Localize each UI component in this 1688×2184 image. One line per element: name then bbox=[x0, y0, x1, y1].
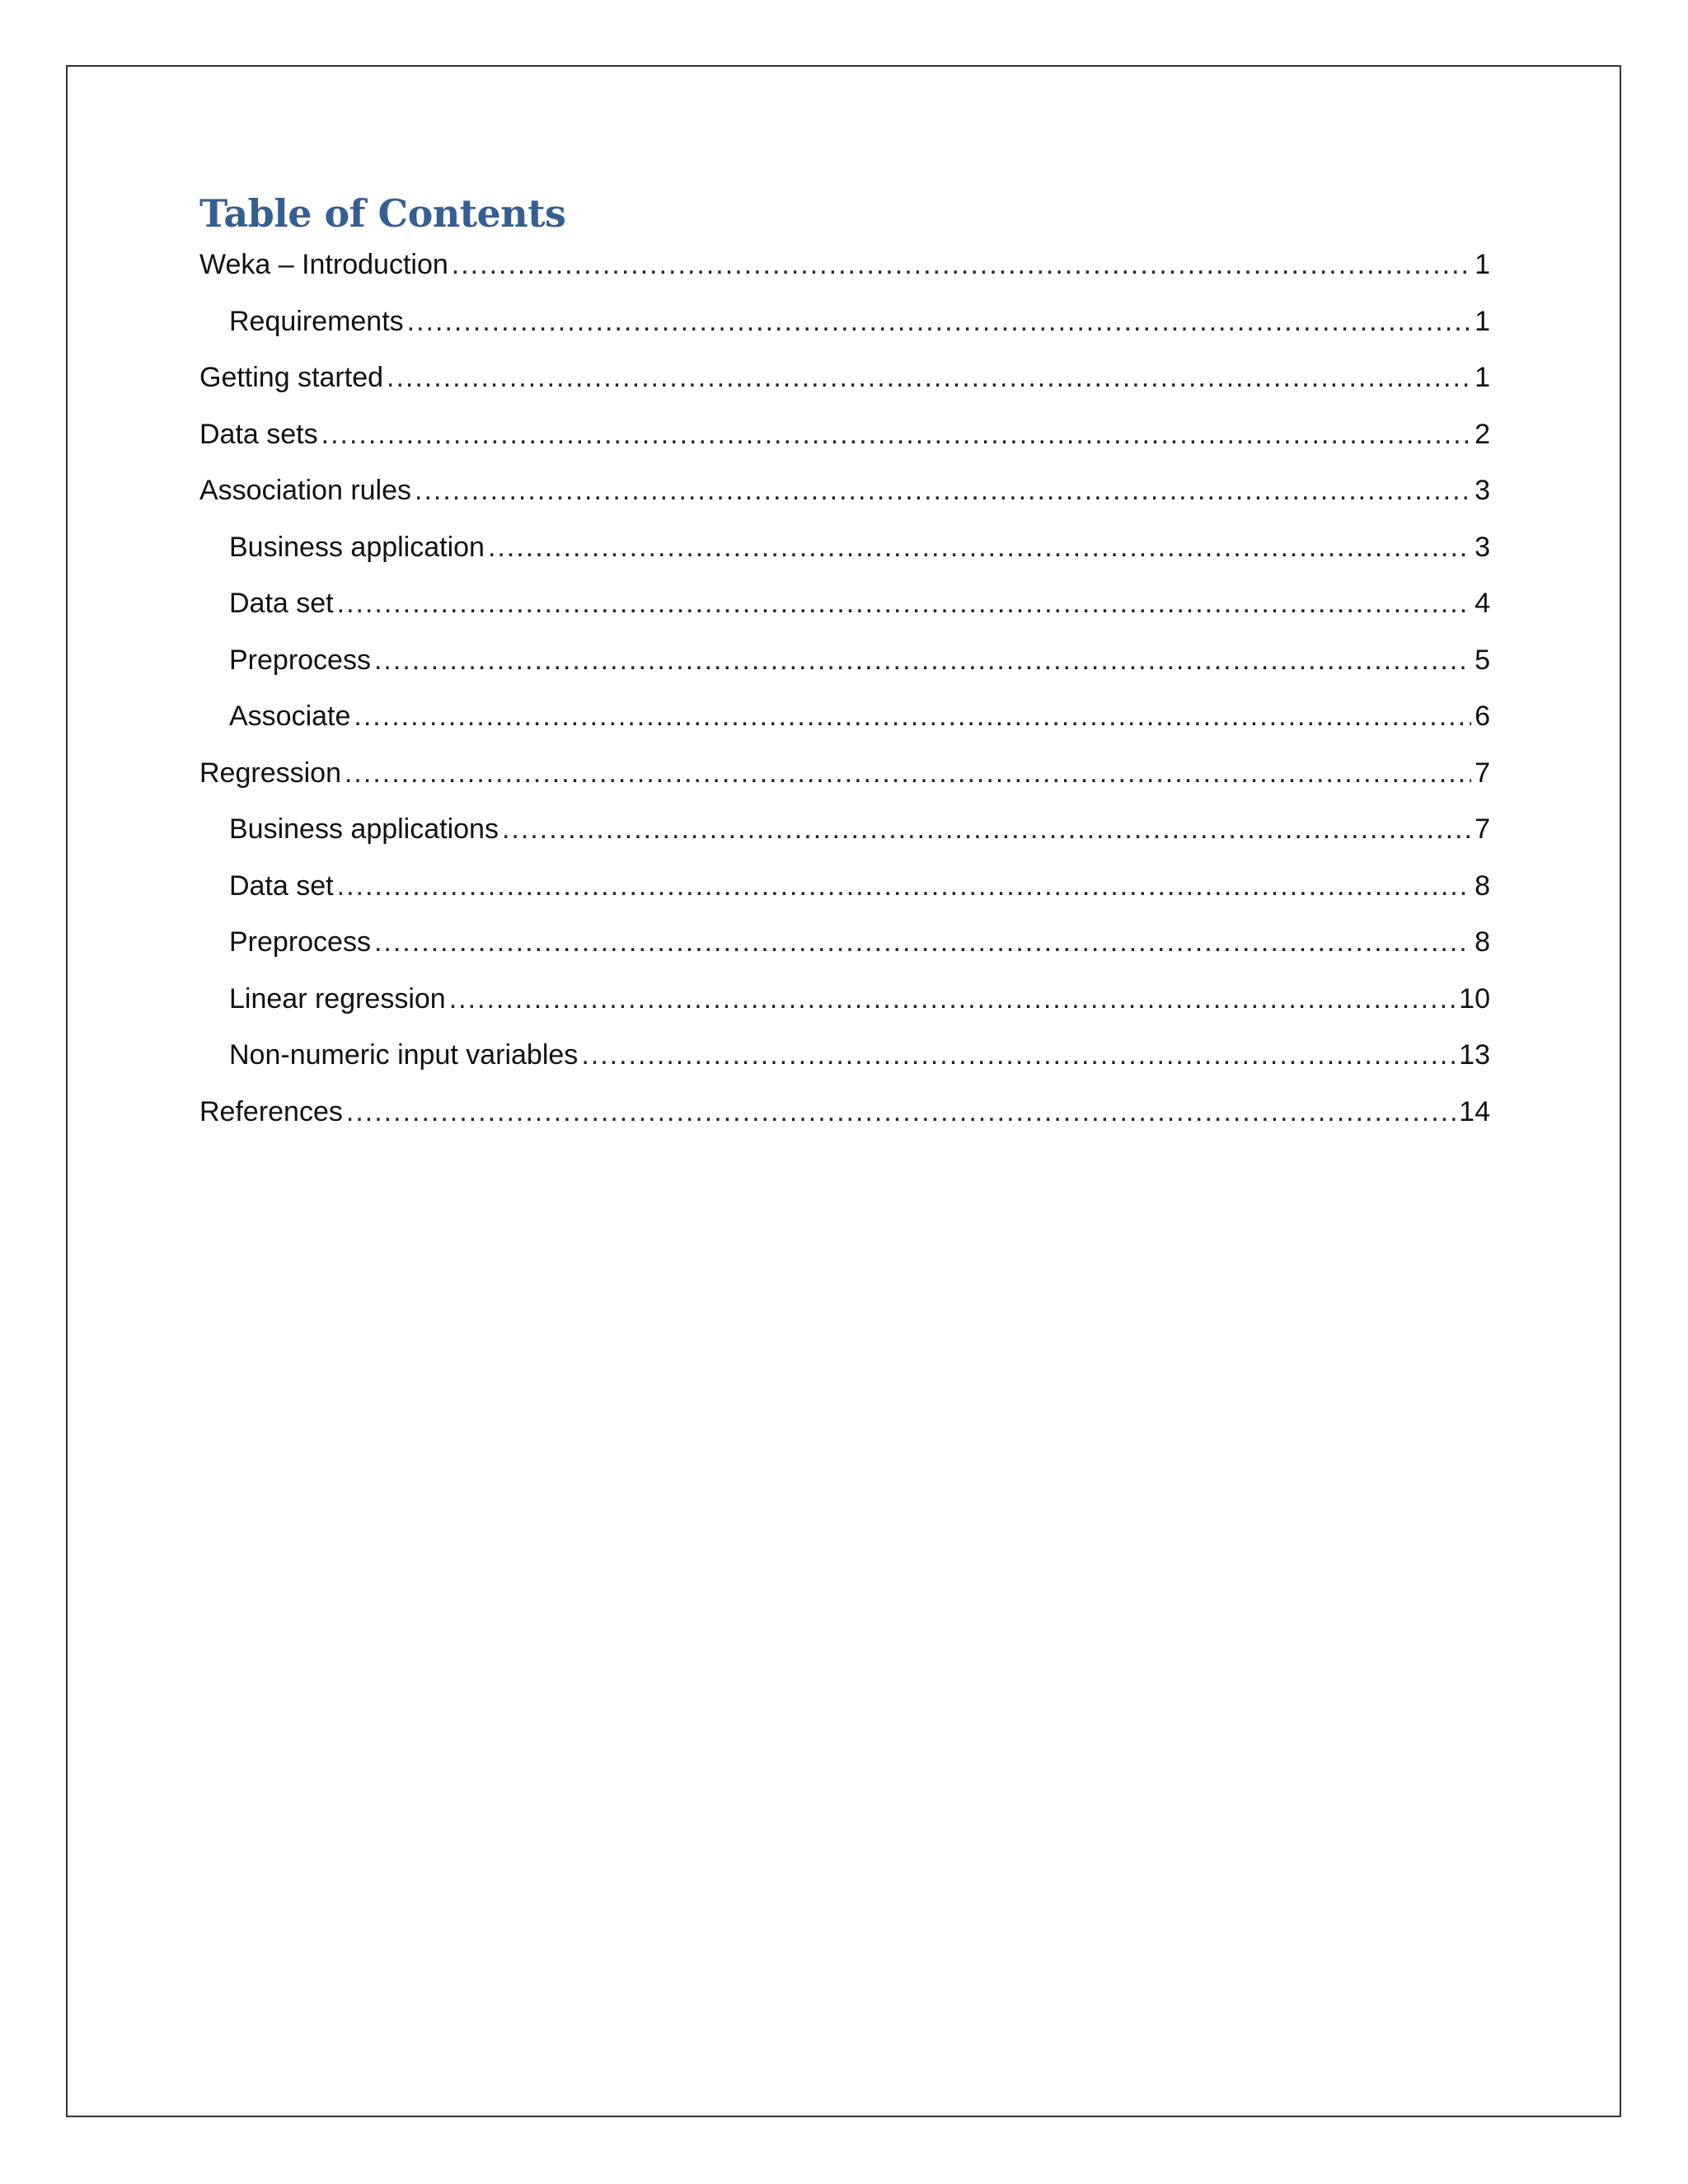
toc-entry-data-set[interactable] bbox=[199, 870, 1490, 927]
toc-entry-page: 1 bbox=[1475, 362, 1490, 393]
toc-entry-label: Data sets bbox=[199, 418, 318, 450]
toc-dot-leader bbox=[488, 532, 1471, 564]
toc-dot-leader bbox=[337, 588, 1471, 620]
toc-dot-leader bbox=[354, 701, 1471, 733]
toc-entry-label: References bbox=[199, 1095, 343, 1127]
toc-entry-requirements[interactable] bbox=[199, 306, 1490, 363]
toc-entry-page: 6 bbox=[1475, 701, 1490, 732]
toc-entry-label: Linear regression bbox=[229, 982, 446, 1015]
toc-entry-page: 3 bbox=[1475, 475, 1490, 506]
toc-entry-references[interactable] bbox=[199, 1096, 1490, 1153]
toc-dot-leader bbox=[449, 983, 1456, 1015]
toc-list bbox=[199, 249, 1490, 1152]
toc-entry-label: Associate bbox=[229, 701, 351, 732]
toc-dot-leader bbox=[321, 419, 1471, 451]
toc-entry-label: Preprocess bbox=[229, 926, 371, 958]
toc-entry-page: 1 bbox=[1475, 305, 1490, 337]
toc-entry-page: 7 bbox=[1475, 813, 1490, 845]
toc-entry-page: 2 bbox=[1475, 418, 1490, 450]
toc-dot-leader bbox=[346, 1096, 1456, 1128]
toc-entry-label: Business application bbox=[229, 531, 485, 563]
toc-title: Table of Contents bbox=[199, 191, 566, 236]
toc-dot-leader bbox=[374, 644, 1471, 677]
toc-entry-page: 7 bbox=[1475, 757, 1490, 789]
toc-entry-page: 14 bbox=[1459, 1095, 1490, 1127]
toc-entry-getting-started[interactable] bbox=[199, 362, 1490, 419]
toc-dot-leader bbox=[415, 475, 1471, 507]
toc-entry-regression[interactable] bbox=[199, 757, 1490, 814]
toc-dot-leader bbox=[452, 249, 1471, 281]
toc-entry-label: Data set bbox=[229, 588, 334, 619]
toc-entry-page: 8 bbox=[1475, 869, 1490, 902]
toc-entry-label: Regression bbox=[199, 757, 341, 789]
toc-dot-leader bbox=[337, 870, 1471, 902]
toc-entry-label: Association rules bbox=[199, 475, 412, 506]
toc-entry-page: 1 bbox=[1475, 249, 1490, 280]
toc-entry-page: 4 bbox=[1475, 588, 1490, 619]
toc-entry-non-numeric-input-variables[interactable] bbox=[199, 1039, 1490, 1096]
toc-entry-preprocess[interactable] bbox=[199, 926, 1490, 983]
toc-entry-preprocess[interactable] bbox=[199, 644, 1490, 701]
toc-entry-associate[interactable] bbox=[199, 701, 1490, 757]
toc-entry-data-set[interactable] bbox=[199, 588, 1490, 644]
toc-entry-label: Requirements bbox=[229, 305, 404, 337]
toc-entry-business-applications[interactable] bbox=[199, 813, 1490, 870]
toc-entry-data-sets[interactable] bbox=[199, 419, 1490, 476]
toc-entry-page: 3 bbox=[1475, 531, 1490, 563]
toc-dot-leader bbox=[387, 362, 1471, 394]
toc-entry-linear-regression[interactable] bbox=[199, 983, 1490, 1040]
toc-entry-business-application[interactable] bbox=[199, 532, 1490, 588]
toc-entry-association-rules[interactable] bbox=[199, 475, 1490, 532]
toc-entry-weka-introduction[interactable] bbox=[199, 249, 1490, 306]
toc-entry-label: Preprocess bbox=[229, 644, 371, 676]
toc-entry-page: 5 bbox=[1475, 644, 1490, 676]
toc-entry-page: 13 bbox=[1459, 1039, 1490, 1071]
toc-entry-label: Weka – Introduction bbox=[199, 249, 448, 280]
toc-dot-leader bbox=[581, 1039, 1456, 1071]
toc-dot-leader bbox=[502, 813, 1471, 846]
toc-dot-leader bbox=[345, 757, 1471, 790]
toc-entry-label: Data set bbox=[229, 869, 334, 902]
toc-entry-page: 8 bbox=[1475, 926, 1490, 958]
toc-dot-leader bbox=[407, 306, 1471, 338]
toc-entry-page: 10 bbox=[1459, 982, 1490, 1015]
toc-entry-label: Getting started bbox=[199, 362, 384, 393]
toc-entry-label: Non-numeric input variables bbox=[229, 1039, 579, 1071]
toc-dot-leader bbox=[374, 926, 1471, 958]
toc-entry-label: Business applications bbox=[229, 813, 499, 845]
